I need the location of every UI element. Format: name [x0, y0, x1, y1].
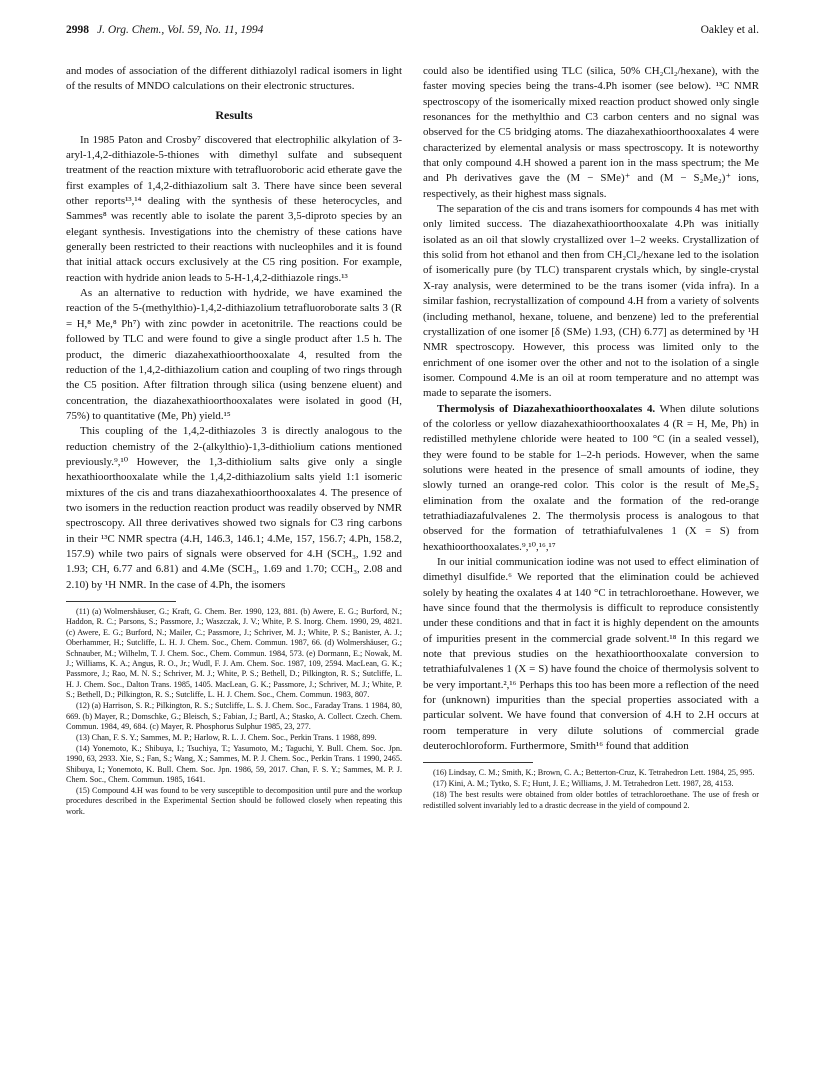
footnote-18: (18) The best results were obtained from older bottles of tetrachloroethane. The use of fresh or redistilled solvent invariably led to a drastic decrease in the yield of compound 2. [423, 790, 759, 810]
footnote-17: (17) Kini, A. M.; Tytko, S. F.; Hunt, J. E.; Williams, J. M. Tetrahedron Lett. 1987, 28, 4153. [433, 779, 734, 789]
footnote-15: (15) Compound 4.H was found to be very susceptible to decomposition until pure and the workup procedures described in the Experimental Section should be followed closely when repeating this work. [66, 785, 402, 816]
body-text: When dilute solutions of the colorless or yellow diazahexathioorthooxalates 4 (R = H, Me, Ph) in redistilled methylene chloride were heated to 100 °C (in a sealed vessel), they were found to be stable for 1–2-h periods. However, when the same solutions were heated in the presence of small amounts of iodine, they slowly turned an orange-red color. This color is the result of Me₂S₂ elimination from the oxalate and the formation of the red-orange tetrathiadiazafulvalenes 2. The thermolysis process is analogous to that observed for the formation of tetrathiafulvalenes 1 (X = S) from hexathioorthooxalates.⁹,¹⁰,¹⁶,¹⁷ [423, 402, 759, 553]
subsection-runhead-thermolysis: Thermolysis of Diazahexathioorthooxalates 4. [437, 402, 656, 415]
body-paragraph: could also be identified using TLC (silica, 50% CH₂Cl₂/hexane), with the faster moving species being the trans-4.Ph isomer (see below). ¹³C NMR spectroscopy of the isomerically mixed reaction product showed only single resonances for the methylthio and C3 carbon centers and no signal was observed for the C5 bridging atoms. The diazahexathioorthooxalates 4 were characterized by elemental analysis or mass spectroscopy. It is noteworthy that only compound 4.H showed a parent ion in the mass spectrum; the Me and Ph derivatives gave the (M − SMe)⁺ and (M − S₂Me₂)⁺ ions, respectively, as their highest mass signals. [423, 65, 759, 200]
footnote-14: (14) Yonemoto, K.; Shibuya, I.; Tsuchiya, T.; Yasumoto, M.; Taguchi, Y. Bull. Chem. Soc. Jpn. 1990, 63, 2933. Xie, S.; Fan, S.; Wang, X.; Sammes, M. P. J. Chem. Soc., Perkin Trans. 1 1990, 2465. Shibuya, I.; Yonemoto, K. Bull. Chem. Soc. Jpn. 1986, 59, 2017. Chan, F. S. Y.; Sammes, M. P. J. Chem. Soc., Chem. Commun. 1985, 1641. [66, 743, 402, 784]
running-head-left [66, 22, 263, 38]
body-paragraph: As an alternative to reduction with hydride, we have examined the reaction of the 5-(methylthio)-1,4,2-dithiazolium tetrafluoroborate salts 3 (R = H,⁸ Me,⁸ Ph⁷) with zinc powder in acetonitrile. The reactions could be followed by TLC and were found to give a single product after 1.5 h. The product, the dimeric diazahexathioorthooxalate 4, resulted from the reduction of the 1,4,2-dithiazolium cation and coupling of two rings through the C5 position. After filtration through silica (using benzene eluent) and concentration, the diazahexathioorthooxalates were isolated in good (H, 75%) to quantitative (Me, Ph) yield.¹⁵ [66, 287, 402, 422]
running-head-authors: Oakley et al. [700, 24, 759, 36]
footnote-12: (12) (a) Harrison, S. R.; Pilkington, R. S.; Sutcliffe, L. S. J. Chem. Soc., Faraday Trans. 1 1984, 80, 669. (b) Mayer, R.; Domschke, G.; Bleisch, S.; Fabian, J.; Bartl, A.; Stasko, A. Collect. Czech. Chem. Commun. 1984, 49, 684. (c) Mayer, R. Phosphorus Sulphur 1985, 23, 277. [66, 701, 402, 731]
footnotes-left [66, 607, 402, 817]
body-paragraph: The separation of the cis and trans isomers for compounds 4 has met with only limited success. The diazahexathioorthooxalate 4.Ph was initially isolated as an oil that slowly crystallized over 1–2 weeks. Crystallization of this solid from hot ethanol and then from CH₂Cl₂/hexane led to the isolation of isomerically pure (by TLC) transparent crystals which, by single-crystal X-ray analysis, were determined to be the trans isomer (vida infra). In a similar fashion, recrystallization of compound 4.H from a variety of solvents (including methanol, hexane, toluene, and benzene) led to the preferential crystallization of one isomer [δ (SMe) 1.93, (CH) 6.77] as determined by ¹H NMR spectroscopy. However, this process was limited only to the enrichment of one isomer over the other and not to the isolation of a single isomer. Compound 4.Me is an oil at room temperature and no attempt was made to separate the isomers. [423, 203, 759, 400]
body-paragraph: In 1985 Paton and Crosby⁷ discovered that electrophilic alkylation of 3-aryl-1,4,2-dithiazole-5-thiones with dimethyl sulfate and subsequent treatment of the reaction mixture with tetrafluoroboric acid etherate gave the first examples of 1,4,2-dithiazolium salt 3. There have since been several other reports¹³,¹⁴ dealing with the synthesis of these heterocycles, and Sammes⁸ was recently able to isolate the parent 3,5-diproto species by an elegant synthesis. Investigations into the chemistry of these cations have generally been restricted to their reactions with nucleophiles and it is found that initial attack occurs exclusively at the C5 ring position. For example, reaction with hydride anion leads to 5-H-1,4,2-dithiazole rings.¹³ [66, 133, 402, 284]
footnotes-right [423, 768, 759, 811]
footnote-11: (11) (a) Wolmershäuser, G.; Kraft, G. Chem. Ber. 1990, 123, 881. (b) Awere, E. G.; Burford, N.; Haddon, R. C.; Parsons, S.; Passmore, J.; Waszczak, J. V.; White, P. S. Inorg. Chem. 1990, 29, 4821. (c) Awere, E. G.; Burford, N.; Mailer, C.; Passmore, J.; Schriver, M. J.; White, P. S.; Banister, A. J.; Oberhammer, H.; Sutcliffe, L. H. J. Chem. Soc., Chem. Commun. 1987, 66. (d) Wolmershäuser, G.; Schnauber, M.; Wilhelm, T. J. Chem. Soc., Chem. Commun. 1984, 573. (e) Dormann, E.; Nowak, M. J.; Williams, K. A.; Angus, R. O., Jr.; Wudl, F. J. Am. Chem. Soc. 1987, 109, 2594. MacLean, G. K.; Passmore, J.; Rao, M. N. S.; Schriver, M. J.; White, P. S.; Bethell, D.; Pilkington, R. S.; Sutcliffe, L. H. J. Chem. Soc., Dalton Trans. 1985, 1405. MacLean, G. K.; Passmore, J.; Schriver, M. J.; White, P. S.; Bethell, D.; Pilkington, R. S.; Sutcliffe, L. H. J. Chem. Soc., Chem. Commun. 1983, 807. [66, 607, 402, 700]
intro-paragraph: and modes of association of the different dithiazolyl radical isomers in light of the results of MNDO calculations on their electronic structures. [66, 65, 402, 93]
section-heading-results: Results [215, 107, 253, 122]
footnote-13: (13) Chan, F. S. Y.; Sammes, M. P.; Harlow, R. L. J. Chem. Soc., Perkin Trans. 1 1988, 899. [76, 732, 377, 742]
page-number: 2998 [66, 24, 89, 36]
journal-citation: J. Org. Chem., Vol. 59, No. 11, 1994 [97, 24, 264, 36]
footnote-16: (16) Lindsay, C. M.; Smith, K.; Brown, C. A.; Betterton-Cruz, K. Tetrahedron Lett. 1984, 25, 995. [433, 768, 755, 778]
footnote-divider [66, 601, 176, 602]
running-head [66, 22, 759, 38]
body-paragraph [423, 402, 759, 555]
right-column [423, 64, 759, 1054]
body-paragraph: In our initial communication iodine was not used to effect elimination of dimethyl disulfide.⁶ We reported that the elimination could be achieved solely by heating the oxalates 4 at 140 °C in tetrachloroethane. However, we have since found that the thermolysis is difficult to reproduce consistently under these conditions and that in fact it is highly dependent on the amounts of impurities present in the commercial grade solvent.¹⁸ In this regard we note that previous studies on the hexathioorthooxalate conversion to tetrathiafulvalenes 1 (X = S) have found the choice of thermolysis solvent to be very important.²,¹⁶ Perhaps this too has been more a reflection of the need for (unknown) impurities than the special properties associated with a particular solvent. We have found that conversion of 4.H to 2.H occurs at room temperature in very dilute solutions of commercial grade deuterochloroform. Furthermore, Smith¹⁶ found that addition [423, 556, 759, 753]
body-paragraph: This coupling of the 1,4,2-dithiazoles 3 is directly analogous to the reduction chemistry of the 2-(alkylthio)-1,3-dithiolium cations mentioned previously.⁹,¹⁰ However, the 1,3-dithiolium salts give only a single hexathioorthooxalate while the 1,4,2-dithiazolium salts yield 1:1 isomeric mixtures of the cis and trans diazahexathioorthooxalates 4. The presence of two isomers in the reduction reaction product was readily observed by NMR spectroscopy. All three derivatives showed two signals for C3 ring carbons in their ¹³C NMR spectra (4.H, 146.3, 146.1; 4.Me, 157, 156.7; 4.Ph, 158.2, 157.9) while two pairs of signals were observed for 4.H (SCH₃, 1.92 and 1.93; CH, 6.77 and 6.81) and 4.Me (SCH₃, 1.69 and 1.70; CCH₃, 2.08 and 2.10) by ¹H NMR. In the case of 4.Ph, the isomers [66, 425, 402, 591]
left-column [66, 64, 402, 1054]
footnote-divider [423, 762, 533, 763]
